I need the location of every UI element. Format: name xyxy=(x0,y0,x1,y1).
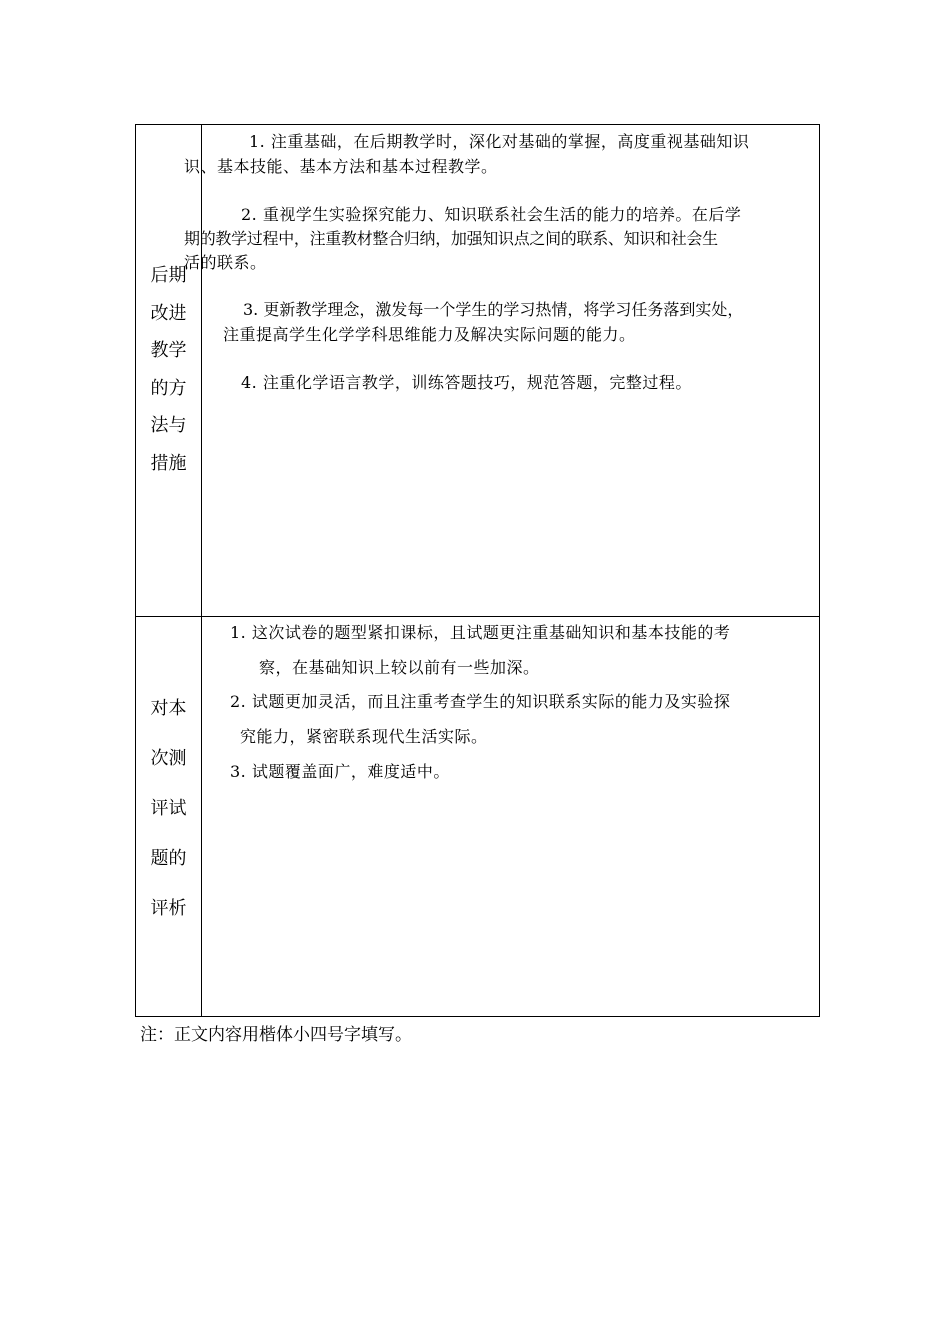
methods-item-2-line-3: 活的联系。 xyxy=(184,253,267,272)
analysis-label-line: 评试 xyxy=(150,798,187,819)
methods-item-2-line-1: 2. 重视学生实验探究能力、知识联系社会生活的能力的培养。在后学 xyxy=(241,205,742,224)
analysis-item-3-line-1: 3. 试题覆盖面广，难度适中。 xyxy=(230,762,450,781)
methods-item-1-line-2: 识、基本技能、基本方法和基本过程教学。 xyxy=(184,157,498,176)
analysis-item-2-line-1: 2. 试题更加灵活，而且注重考查学生的知识联系实际的能力及实验探 xyxy=(230,692,731,711)
analysis-label-line: 评析 xyxy=(150,898,187,919)
analysis-label-line: 题的 xyxy=(150,848,187,869)
methods-item-1-line-1: 1. 注重基础，在后期教学时，深化对基础的掌握，高度重视基础知识 xyxy=(249,132,750,151)
analysis-item-2-line-2: 究能力，紧密联系现代生活实际。 xyxy=(240,727,488,746)
methods-item-3-line-2: 注重提高学生化学学科思维能力及解决实际问题的能力。 xyxy=(223,325,636,344)
methods-label-line: 法与 xyxy=(150,415,187,436)
analysis-label-line: 对本 xyxy=(150,698,187,719)
methods-row xyxy=(136,125,819,617)
methods-label-line: 后期 xyxy=(150,265,187,286)
column-divider xyxy=(201,125,202,616)
footnote: 注：正文内容用楷体小四号字填写。 xyxy=(140,1025,412,1045)
methods-item-4-line-1: 4. 注重化学语言教学，训练答题技巧，规范答题，完整过程。 xyxy=(241,373,692,392)
analysis-row xyxy=(136,616,819,1016)
methods-label-line: 措施 xyxy=(150,452,187,474)
methods-label-line: 的方 xyxy=(150,377,187,399)
analysis-label-line: 次测 xyxy=(150,748,187,769)
methods-item-3-line-1: 3. 更新教学理念，激发每一个学生的学习热情，将学习任务落到实处， xyxy=(243,300,744,319)
analysis-label-cell xyxy=(136,684,201,934)
methods-label-cell xyxy=(136,257,201,482)
analysis-item-1-line-2: 察，在基础知识上较以前有一些加深。 xyxy=(259,658,540,677)
column-divider xyxy=(201,616,202,1016)
methods-item-2-line-2: 期的教学过程中，注重教材整合归纳，加强知识点之间的联系、知识和社会生 xyxy=(184,229,718,248)
methods-label-line: 教学 xyxy=(150,340,187,361)
document-table xyxy=(135,124,820,1017)
analysis-item-1-line-1: 1. 这次试卷的题型紧扣课标，且试题更注重基础知识和基本技能的考 xyxy=(230,623,731,642)
methods-label-line: 改进 xyxy=(150,302,187,324)
